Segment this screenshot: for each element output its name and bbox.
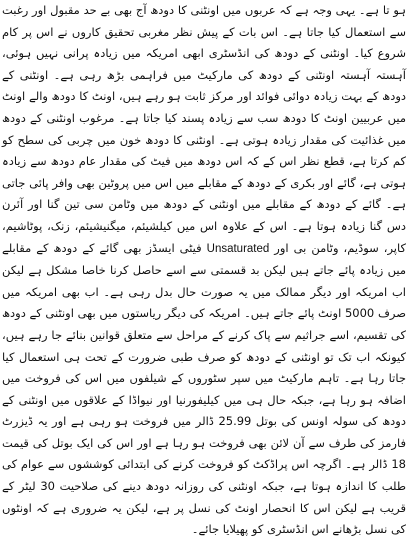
article-text-part-2: فیٹی ایسڈز بھی گائے کے دودھ کے مقابلے میں زیادہ پائے جاتے ہیں لیکن بد قسمتی سے اسے حاصل کرنا خاصا مشکل ہے لیکن اب امریکہ اور دیگر ممالک میں یہ صورت حال بدل رہی ہے۔ اب بھی امریکہ میں صرف 5000 اونٹ پائے جاتے ہیں۔ امریکہ کی دیگر ریاستوں میں بھی اونٹنی کے دودھ کی تقسیم، اسے جراثیم سے پاک کرنے کے مراحل سے متعلق قوانین بنائے جا رہے ہیں، کیونکہ اب تک تو اونٹنی کے دودھ کو صرف طبی ضرورت کے تحت ہی استعمال کیا جاتا رہا ہے۔ تاہم مارکیٹ میں سپر سٹوروں کے شیلفوں میں اس کی فروخت میں اضافہ ہو رہا ہے، جبکہ حال ہی میں کیلیفورنیا اور نیواڈا کے علاقوں میں اونٹنی کے دودھ کی سولہ اونس کی بوتل 25.99 ڈالر میں فروخت ہو رہی ہے اور یہ ڈیزرٹ فارمز کی طرف سے آن لائن بھی فروخت ہو رہا ہے اور اس کی ایک بوتل کی قیمت 18 ڈالر ہے۔ اگرچہ اس پراڈکٹ کو فروخت کرنے کی ابتدائی کوششوں سے عوام کی طلب کا اندازہ ہوتا ہے، جبکہ اونٹنی کی روزانہ دودھ دینے کی صلاحیت 30 لیٹر کے قریب ہے لیکن اس کا انحصار اونٹ کی نسل پر ہے، لیکن یہ ضروری ہے کہ اونٹوں کی نسل بڑھانے اس انڈسٹری کو پھیلایا جائے۔ — [2, 240, 406, 537]
article-text-latin-term: Unsaturated — [206, 242, 270, 255]
article-body-paragraph — [2, 0, 406, 541]
article-text-part-1: ہو تا ہے۔ یہی وجہ ہے کہ عربوں میں اونٹنی کا دودھ آج بھی بے حد مقبول اور رغبت سے استعمال کیا جاتا ہے۔ اس بات کے پیش نظر مغربی تحقیق کاروں نے اس پر کام شروع کیا۔ اونٹنی کے دودھ کی انڈسٹری ابھی امریکہ میں زیادہ پرانی نہیں ہوئی، آہستہ آہستہ اونٹنی کے دودھ کی مارکیٹ میں فراہمی بڑھ رہی ہے۔ اونٹنی کے دودھ کے بہت زیادہ دوائی فوائد اور مرکز ثابت ہو رہے ہیں، اونٹ کا دودھ والے اونٹ میں عربیین اونٹ کا دودھ سب سے زیادہ پسند کیا جاتا ہے۔ مرغوب اونٹنی کے دودھ میں غذائیت کی مقدار زیادہ ہوتی ہے۔ اونٹنی کا دودھ خون میں چربی کی سطح کو کم کرتا ہے، قطع نظر اس کے کہ اس دودھ میں فیٹ کی مقدار عام دودھ سے زیادہ ہوتی ہے، گائے اور بکری کے دودھ کے مقابلے میں اس میں پروٹین بھی وافر پائی جاتی ہے۔ گائے کے دودھ کے مقابلے میں اونٹنی کے دودھ میں وٹامن سی تین گنا اور آئرن دس گنا زیادہ ہوتا ہے۔ اس کے علاوہ اس میں کیلشیئم، میگنیشیئم، زنک، پوٹاشیم، کاپر، سوڈیم، وٹامن بی اور — [2, 3, 406, 255]
